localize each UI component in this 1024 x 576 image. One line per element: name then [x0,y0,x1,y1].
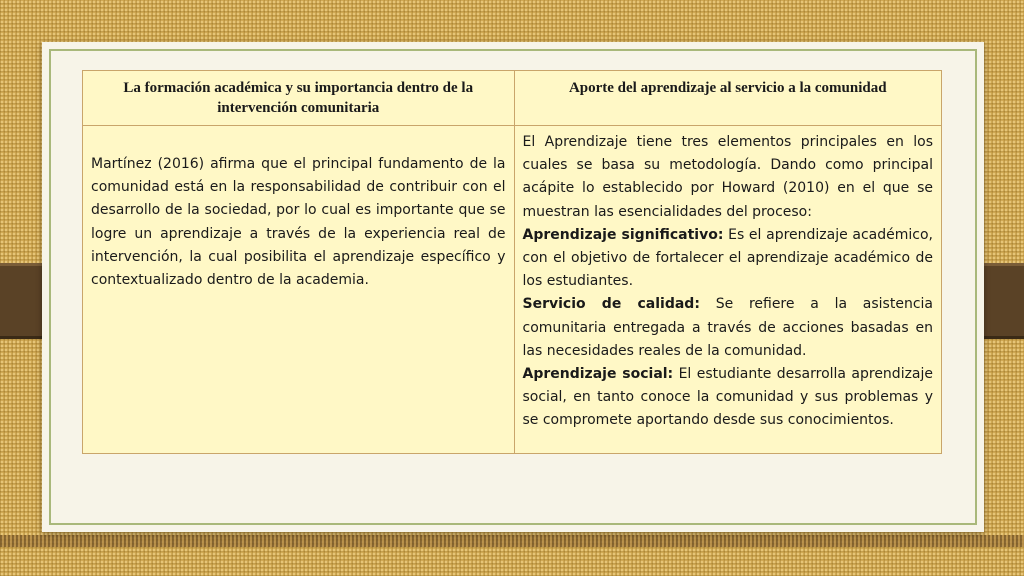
element-item [523,363,934,433]
comparison-table [82,70,942,454]
element-term: Aprendizaje significativo: [522,226,724,243]
table-body-row [83,126,942,454]
element-description: Se refiere a la asistencia comunitaria entregada a través de acciones basadas en las necesidades reales de la comunidad. [522,296,933,359]
left-cell [83,126,515,454]
element-item [523,293,934,363]
table-header-row [83,71,942,126]
header-left: La formación académica y su importancia dentro de la intervención comunitaria [83,71,515,126]
element-item [523,224,934,294]
slide-card [42,42,984,532]
element-description: El estudiante desarrolla aprendizaje social, en tanto conoce la comunidad y sus problemas y se compromete aportando desde sus conocimientos. [522,366,934,429]
element-term: Servicio de calidad: [522,296,700,313]
header-right: Aporte del aprendizaje al servicio a la comunidad [514,71,942,126]
element-description: Es el aprendizaje académico, con el objetivo de fortalecer el aprendizaje académico de los estudiantes. [522,226,933,290]
left-paragraph: Martínez (2016) afirma que el principal fundamento de la comunidad está en la responsabilidad de contribuir con el desarrollo de la sociedad, por lo cual es importante que se logre un aprendizaje a través de la experiencia real de intervención, la cual posibilita el aprendizaje específico y contextualizado dentro de la academia. [91,156,506,289]
right-cell [514,126,942,454]
element-term: Aprendizaje social: [522,366,674,383]
right-intro: El Aprendizaje tiene tres elementos principales en los cuales se basa su metodología. Dando como principal acápite lo establecido por Howard (2010) en el que se muestran las esencialidades del proceso: [522,134,933,220]
bottom-decorative-band [0,535,1024,547]
